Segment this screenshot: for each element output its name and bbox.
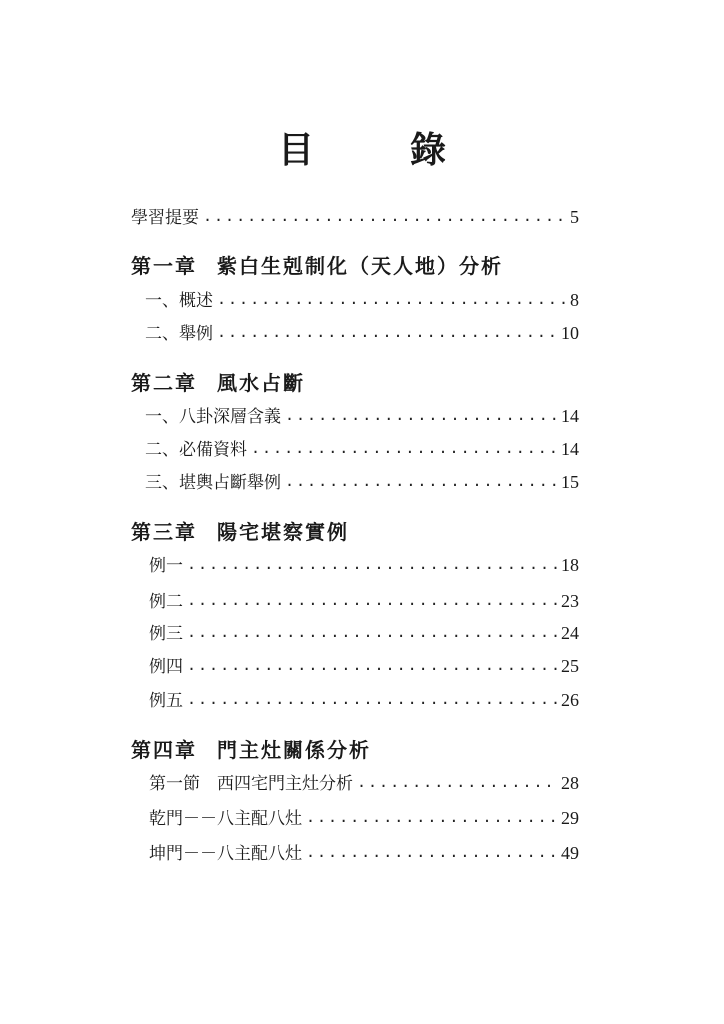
chapter-heading-3 bbox=[131, 516, 349, 545]
toc-entry bbox=[149, 651, 579, 677]
dot-leader bbox=[357, 773, 558, 791]
dot-leader bbox=[187, 591, 558, 609]
toc-entry-label: 學習提要 bbox=[131, 208, 199, 228]
toc-page-number: 23 bbox=[561, 591, 579, 611]
chapter-title: 門主灶關係分析 bbox=[217, 738, 371, 762]
toc-page-number: 25 bbox=[561, 656, 579, 676]
chapter-heading-1 bbox=[131, 250, 503, 279]
toc-entry-label: 二、舉例 bbox=[145, 324, 213, 344]
chapter-number: 第二章 bbox=[131, 371, 197, 395]
toc-entry-label: 坤門－－八主配八灶 bbox=[149, 844, 302, 864]
dot-leader bbox=[306, 843, 558, 861]
chapter-number: 第三章 bbox=[131, 520, 197, 544]
toc-entry bbox=[149, 838, 579, 864]
chapter-title: 紫白生剋制化（天人地）分析 bbox=[217, 254, 503, 278]
toc-page-number: 24 bbox=[561, 623, 579, 643]
dot-leader bbox=[187, 623, 558, 641]
toc-page-number: 29 bbox=[561, 808, 579, 828]
toc-entry-label: 二、必備資料 bbox=[145, 440, 247, 460]
toc-entry-label: 三、堪輿占斷舉例 bbox=[145, 473, 281, 493]
toc-entry bbox=[149, 685, 579, 711]
toc-entry-label: 例四 bbox=[149, 657, 183, 677]
dot-leader bbox=[187, 656, 558, 674]
chapter-heading-4 bbox=[131, 734, 371, 763]
dot-leader bbox=[217, 323, 558, 341]
dot-leader bbox=[285, 406, 558, 424]
chapter-number: 第一章 bbox=[131, 254, 197, 278]
toc-entry bbox=[149, 618, 579, 644]
dot-leader bbox=[187, 555, 558, 573]
toc-entry bbox=[149, 768, 579, 794]
chapter-title: 風水占斷 bbox=[217, 371, 305, 395]
toc-entry-label: 一、八卦深層含義 bbox=[145, 407, 281, 427]
toc-entry bbox=[145, 434, 579, 460]
toc-entry bbox=[145, 285, 579, 311]
dot-leader bbox=[306, 808, 558, 826]
dot-leader bbox=[217, 290, 567, 308]
toc-entry-label: 一、概述 bbox=[145, 291, 213, 311]
toc-page-number: 10 bbox=[561, 323, 579, 343]
toc-page-number: 18 bbox=[561, 555, 579, 575]
toc-page-number: 8 bbox=[570, 290, 579, 310]
toc-entry-label: 第一節 西四宅門主灶分析 bbox=[149, 774, 353, 794]
toc-page-number: 14 bbox=[561, 439, 579, 459]
toc-entry-label: 例一 bbox=[149, 556, 183, 576]
toc-page-number: 26 bbox=[561, 690, 579, 710]
toc-entry-label: 乾門－－八主配八灶 bbox=[149, 809, 302, 829]
toc-entry bbox=[145, 467, 579, 493]
toc-entry-study-summary bbox=[131, 202, 579, 228]
toc-page-number: 15 bbox=[561, 472, 579, 492]
toc-entry-label: 例二 bbox=[149, 592, 183, 612]
toc-entry bbox=[145, 401, 579, 427]
dot-leader bbox=[187, 690, 558, 708]
toc-page-number: 28 bbox=[561, 773, 579, 793]
toc-entry bbox=[149, 586, 579, 612]
dot-leader bbox=[285, 472, 558, 490]
page-title: 目 錄 bbox=[277, 129, 476, 171]
chapter-heading-2 bbox=[131, 367, 305, 396]
toc-entry bbox=[145, 318, 579, 344]
toc-page-number: 49 bbox=[561, 843, 579, 863]
toc-page-number: 14 bbox=[561, 406, 579, 426]
dot-leader bbox=[251, 439, 558, 457]
toc-entry bbox=[149, 803, 579, 829]
toc-page-number: 5 bbox=[570, 207, 579, 227]
chapter-number: 第四章 bbox=[131, 738, 197, 762]
chapter-title: 陽宅堪察實例 bbox=[217, 520, 349, 544]
toc-entry-label: 例三 bbox=[149, 624, 183, 644]
toc-entry bbox=[149, 550, 579, 576]
dot-leader bbox=[203, 207, 567, 225]
toc-entry-label: 例五 bbox=[149, 691, 183, 711]
